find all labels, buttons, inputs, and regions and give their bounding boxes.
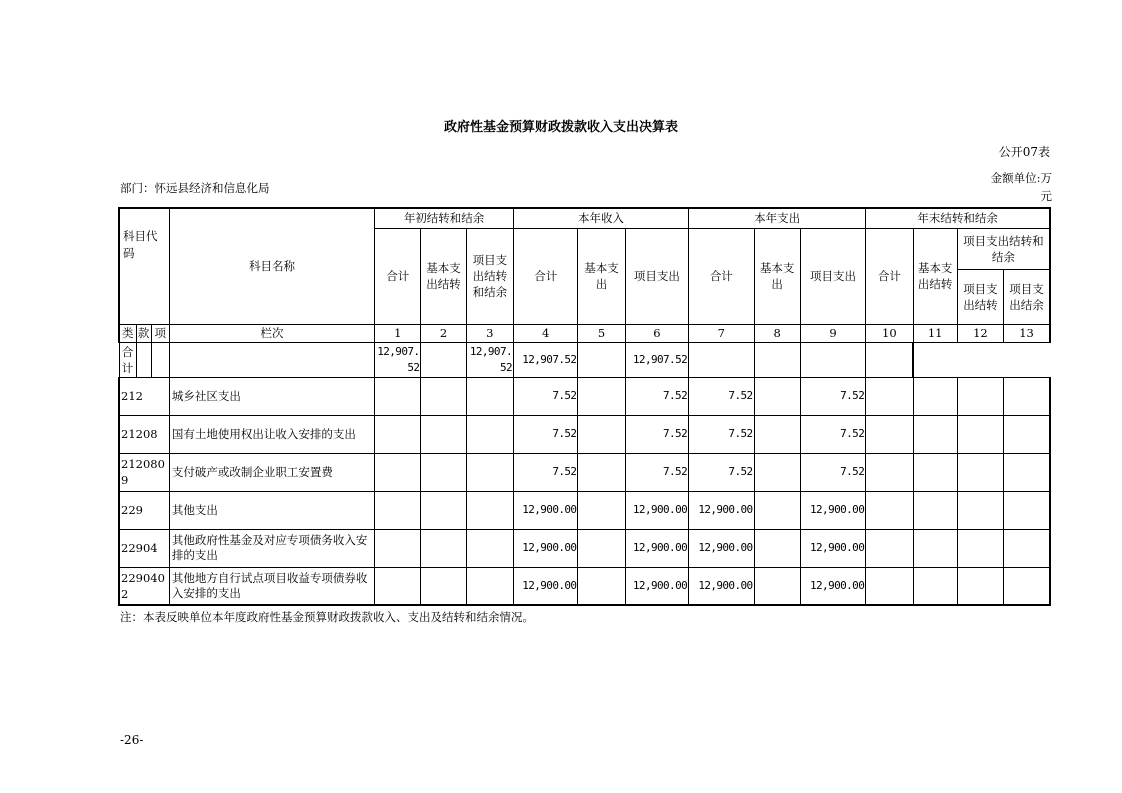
- row-value-col-2: [151, 342, 169, 377]
- row-value-col-10: [866, 377, 913, 415]
- column-index: 13: [1004, 324, 1050, 342]
- row-value-col-3: [466, 491, 513, 529]
- header-g4-project: 项目支出结转和结余: [957, 228, 1050, 269]
- row-value-col-2: [421, 491, 466, 529]
- row-value-col-3: [466, 567, 513, 605]
- column-index: 10: [866, 324, 913, 342]
- row-value-col-13: [1004, 377, 1050, 415]
- row-value-col-13: [866, 342, 913, 377]
- table-row: [119, 529, 1050, 567]
- row-value-col-5: [421, 342, 466, 377]
- row-total-label: 合计: [119, 342, 136, 377]
- row-value-col-12: [957, 453, 1003, 491]
- row-value-col-7: 12,900.00: [689, 529, 754, 567]
- row-value-col-1: [375, 491, 421, 529]
- row-subject-code: 2290402: [119, 567, 169, 605]
- row-value-col-1: [375, 453, 421, 491]
- table-note: 注：本表反映单位本年度政府性基金预算财政拨款收入、支出及结转和结余情况。: [120, 610, 534, 624]
- row-subject-name: 国有土地使用权出让收入安排的支出: [169, 415, 374, 453]
- row-value-col-9: 7.52: [800, 453, 865, 491]
- row-value-col-4: 12,900.00: [514, 491, 578, 529]
- row-value-col-4: 7.52: [514, 415, 578, 453]
- row-value-col-2: [421, 453, 466, 491]
- row-value-col-11: [913, 529, 957, 567]
- row-value-col-9: 12,900.00: [800, 567, 865, 605]
- row-value-col-8: [754, 377, 800, 415]
- row-value-col-11: [913, 377, 957, 415]
- row-value-col-6: 12,900.00: [625, 491, 688, 529]
- department-label: 部门：怀远县经济和信息化局: [120, 181, 270, 195]
- header-g1-total: 合计: [375, 228, 421, 324]
- header-group-closing-balance: 年末结转和结余: [866, 208, 1050, 228]
- page-number: -26-: [120, 733, 144, 747]
- row-value-col-13: [1004, 415, 1050, 453]
- row-value-col-9: 12,900.00: [800, 529, 865, 567]
- column-index: 7: [689, 324, 754, 342]
- column-index: 3: [466, 324, 513, 342]
- row-value-col-3: [466, 377, 513, 415]
- row-value-col-9: 7.52: [800, 415, 865, 453]
- row-value-col-5: [578, 377, 625, 415]
- row-subject-name: 其他地方自行试点项目收益专项债券收入安排的支出: [169, 567, 374, 605]
- row-value-col-13: [1004, 567, 1050, 605]
- header-group-expenditure: 本年支出: [689, 208, 866, 228]
- row-subject-code: 21208: [119, 415, 169, 453]
- row-value-col-11: [913, 415, 957, 453]
- row-subject-name: 城乡社区支出: [169, 377, 374, 415]
- header-g3-basic: 基本支出: [754, 228, 800, 324]
- row-value-col-4: 12,900.00: [514, 567, 578, 605]
- row-subject-code: 229: [119, 491, 169, 529]
- row-value-col-6: 7.52: [625, 453, 688, 491]
- amount-unit: [968, 169, 1052, 205]
- header-g4-project-carry: 项目支出结转: [957, 269, 1003, 324]
- row-value-col-6: 12,900.00: [625, 567, 688, 605]
- row-value-col-11: [913, 567, 957, 605]
- header-kuan: 款: [137, 326, 150, 340]
- form-code: 公开07表: [998, 145, 1050, 159]
- row-subject-code: 22904: [119, 529, 169, 567]
- table-row: [119, 491, 1050, 529]
- row-value-col-12: [957, 415, 1003, 453]
- row-value-col-1: [375, 529, 421, 567]
- table-header: [119, 208, 1050, 342]
- header-g3-total: 合计: [689, 228, 754, 324]
- header-lanci: 栏次: [169, 324, 374, 342]
- page-title: 政府性基金预算财政拨款收入支出决算表: [443, 120, 678, 135]
- table-body: [119, 342, 1050, 605]
- row-value-col-11: [913, 491, 957, 529]
- row-value-col-10: [689, 342, 754, 377]
- row-subject-name: 支付破产或改制企业职工安置费: [169, 453, 374, 491]
- row-value-col-8: [754, 453, 800, 491]
- row-value-col-2: [421, 377, 466, 415]
- row-value-col-9: 12,907.52: [625, 342, 688, 377]
- header-g1-basic: 基本支出结转: [421, 228, 466, 324]
- row-subject-name: 其他政府性基金及对应专项债务收入安排的支出: [169, 529, 374, 567]
- row-value-col-7: 7.52: [689, 377, 754, 415]
- header-group-opening-balance: 年初结转和结余: [375, 208, 514, 228]
- row-value-col-12: [957, 567, 1003, 605]
- row-value-col-11: [754, 342, 800, 377]
- column-index: 4: [514, 324, 578, 342]
- column-index: 8: [754, 324, 800, 342]
- row-value-col-6: 12,907.52: [466, 342, 513, 377]
- column-index: 6: [625, 324, 688, 342]
- table-row: [119, 453, 1050, 491]
- row-value-col-7: 12,900.00: [689, 491, 754, 529]
- column-index: 9: [800, 324, 865, 342]
- header-g3-project: 项目支出: [800, 228, 865, 324]
- header-group-income: 本年收入: [514, 208, 689, 228]
- header-g2-project: 项目支出: [625, 228, 688, 324]
- table-row: [119, 342, 1050, 377]
- row-value-col-8: [754, 529, 800, 567]
- row-value-col-3: [466, 415, 513, 453]
- column-index: 1: [375, 324, 421, 342]
- row-value-col-12: [957, 529, 1003, 567]
- row-value-col-4: 7.52: [514, 377, 578, 415]
- row-value-col-3: [466, 453, 513, 491]
- row-value-col-12: [957, 377, 1003, 415]
- row-value-col-10: [866, 529, 913, 567]
- row-value-col-4: 7.52: [514, 453, 578, 491]
- header-g2-basic: 基本支出: [578, 228, 625, 324]
- header-g4-project-balance: 项目支出结余: [1004, 269, 1050, 324]
- column-index: 12: [957, 324, 1003, 342]
- row-value-col-3: [466, 529, 513, 567]
- row-value-col-5: [578, 453, 625, 491]
- column-index: 2: [421, 324, 466, 342]
- table-row: [119, 567, 1050, 605]
- row-value-col-13: [1004, 529, 1050, 567]
- row-value-col-7: 7.52: [689, 453, 754, 491]
- row-value-col-8: [578, 342, 625, 377]
- row-value-col-5: [578, 567, 625, 605]
- row-value-col-5: [578, 491, 625, 529]
- row-subject-code: 2120809: [119, 453, 169, 491]
- header-g2-total: 合计: [514, 228, 578, 324]
- row-value-col-9: 12,900.00: [800, 491, 865, 529]
- row-value-col-8: [754, 415, 800, 453]
- row-value-col-1: [375, 567, 421, 605]
- column-index: 5: [578, 324, 625, 342]
- row-value-col-1: [136, 342, 151, 377]
- row-value-col-2: [421, 415, 466, 453]
- row-value-col-8: [754, 567, 800, 605]
- row-value-col-13: [1004, 453, 1050, 491]
- row-value-col-10: [866, 415, 913, 453]
- row-value-col-10: [866, 453, 913, 491]
- row-value-col-5: [578, 529, 625, 567]
- row-value-col-10: [866, 567, 913, 605]
- row-subject-code: 212: [119, 377, 169, 415]
- header-subject-name: 科目名称: [169, 208, 374, 324]
- row-value-col-1: [375, 377, 421, 415]
- row-value-col-1: [375, 415, 421, 453]
- row-value-col-4: 12,907.52: [375, 342, 421, 377]
- row-value-col-11: [913, 453, 957, 491]
- header-g4-basic: 基本支出结转: [913, 228, 957, 324]
- row-value-col-7: 12,907.52: [514, 342, 578, 377]
- header-lei: 类: [119, 324, 136, 342]
- table-row: [119, 377, 1050, 415]
- row-value-col-10: [866, 491, 913, 529]
- row-subject-name: 其他支出: [169, 491, 374, 529]
- row-value-col-5: [578, 415, 625, 453]
- amount-unit-line-1: 金额单位:万: [990, 171, 1052, 185]
- header-xiang: 项: [151, 324, 169, 342]
- row-value-col-4: 12,900.00: [514, 529, 578, 567]
- budget-table: [118, 207, 1051, 606]
- amount-unit-line-2: 元: [1040, 189, 1052, 203]
- row-value-col-12: [800, 342, 865, 377]
- table-row: [119, 415, 1050, 453]
- row-value-col-7: 12,900.00: [689, 567, 754, 605]
- row-value-col-6: 7.52: [625, 415, 688, 453]
- row-value-col-13: [1004, 491, 1050, 529]
- row-value-col-8: [754, 491, 800, 529]
- row-value-col-2: [421, 567, 466, 605]
- row-value-col-2: [421, 529, 466, 567]
- row-value-col-3: [169, 342, 374, 377]
- row-value-col-7: 7.52: [689, 415, 754, 453]
- header-code-group: 科目代码: [119, 208, 169, 324]
- row-value-col-6: 12,900.00: [625, 529, 688, 567]
- row-value-col-9: 7.52: [800, 377, 865, 415]
- header-g1-project: 项目支出结转和结余: [466, 228, 513, 324]
- header-g4-total: 合计: [866, 228, 913, 324]
- row-value-col-12: [957, 491, 1003, 529]
- row-value-col-6: 7.52: [625, 377, 688, 415]
- column-index: 11: [913, 324, 957, 342]
